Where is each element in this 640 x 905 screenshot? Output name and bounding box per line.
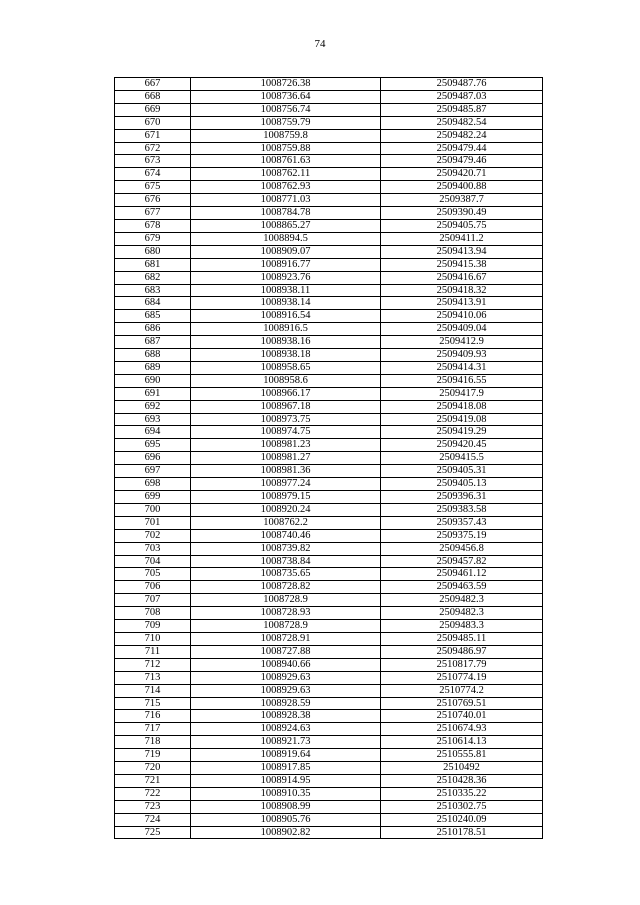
y-coordinate-cell: 2510774.19 (381, 671, 543, 684)
table-row (115, 207, 543, 220)
point-number-cell: 684 (115, 297, 191, 310)
y-coordinate-cell: 2509390.49 (381, 207, 543, 220)
y-coordinate-cell: 2509405.13 (381, 478, 543, 491)
point-number-cell: 722 (115, 787, 191, 800)
point-number-cell: 677 (115, 207, 191, 220)
y-coordinate-cell: 2509419.29 (381, 426, 543, 439)
x-coordinate-cell: 1008739.82 (191, 542, 381, 555)
y-coordinate-cell: 2509357.43 (381, 516, 543, 529)
table-row (115, 232, 543, 245)
point-number-cell: 711 (115, 645, 191, 658)
x-coordinate-cell: 1008728.9 (191, 620, 381, 633)
table-row (115, 813, 543, 826)
y-coordinate-cell: 2509420.45 (381, 439, 543, 452)
y-coordinate-cell: 2509483.3 (381, 620, 543, 633)
point-number-cell: 700 (115, 503, 191, 516)
y-coordinate-cell: 2509482.54 (381, 116, 543, 129)
table-row (115, 787, 543, 800)
y-coordinate-cell: 2509411.2 (381, 232, 543, 245)
table-row (115, 103, 543, 116)
x-coordinate-cell: 1008981.27 (191, 452, 381, 465)
table-row (115, 245, 543, 258)
y-coordinate-cell: 2509486.97 (381, 645, 543, 658)
point-number-cell: 695 (115, 439, 191, 452)
point-number-cell: 674 (115, 168, 191, 181)
x-coordinate-cell: 1008923.76 (191, 271, 381, 284)
point-number-cell: 676 (115, 194, 191, 207)
y-coordinate-cell: 2509479.44 (381, 142, 543, 155)
table-row (115, 645, 543, 658)
x-coordinate-cell: 1008940.66 (191, 658, 381, 671)
x-coordinate-cell: 1008736.64 (191, 90, 381, 103)
table-row (115, 168, 543, 181)
point-number-cell: 690 (115, 374, 191, 387)
x-coordinate-cell: 1008981.36 (191, 465, 381, 478)
x-coordinate-cell: 1008974.75 (191, 426, 381, 439)
point-number-cell: 692 (115, 400, 191, 413)
point-number-cell: 668 (115, 90, 191, 103)
table-row (115, 749, 543, 762)
x-coordinate-cell: 1008762.11 (191, 168, 381, 181)
x-coordinate-cell: 1008914.95 (191, 774, 381, 787)
point-number-cell: 720 (115, 762, 191, 775)
point-number-cell: 671 (115, 129, 191, 142)
point-number-cell: 675 (115, 181, 191, 194)
x-coordinate-cell: 1008727.88 (191, 645, 381, 658)
point-number-cell: 705 (115, 568, 191, 581)
point-number-cell: 706 (115, 581, 191, 594)
table-row (115, 774, 543, 787)
x-coordinate-cell: 1008865.27 (191, 219, 381, 232)
x-coordinate-cell: 1008740.46 (191, 529, 381, 542)
table-row (115, 271, 543, 284)
y-coordinate-cell: 2509419.08 (381, 413, 543, 426)
table-row (115, 90, 543, 103)
y-coordinate-cell: 2509413.91 (381, 297, 543, 310)
point-number-cell: 672 (115, 142, 191, 155)
table-row (115, 400, 543, 413)
table-row (115, 349, 543, 362)
y-coordinate-cell: 2509409.04 (381, 323, 543, 336)
table-row (115, 258, 543, 271)
x-coordinate-cell: 1008910.35 (191, 787, 381, 800)
x-coordinate-cell: 1008973.75 (191, 413, 381, 426)
x-coordinate-cell: 1008916.77 (191, 258, 381, 271)
y-coordinate-cell: 2509405.75 (381, 219, 543, 232)
table-row (115, 439, 543, 452)
table-row (115, 723, 543, 736)
table-row (115, 710, 543, 723)
y-coordinate-cell: 2509400.88 (381, 181, 543, 194)
y-coordinate-cell: 2509416.55 (381, 374, 543, 387)
table-row (115, 542, 543, 555)
point-number-cell: 725 (115, 826, 191, 839)
table-row (115, 155, 543, 168)
y-coordinate-cell: 2509383.58 (381, 503, 543, 516)
table-row (115, 284, 543, 297)
point-number-cell: 685 (115, 310, 191, 323)
table-row (115, 78, 543, 91)
y-coordinate-cell: 2509405.31 (381, 465, 543, 478)
x-coordinate-cell: 1008916.54 (191, 310, 381, 323)
point-number-cell: 708 (115, 607, 191, 620)
x-coordinate-cell: 1008924.63 (191, 723, 381, 736)
x-coordinate-cell: 1008728.93 (191, 607, 381, 620)
x-coordinate-cell: 1008966.17 (191, 387, 381, 400)
table-row (115, 181, 543, 194)
y-coordinate-cell: 2510774.2 (381, 684, 543, 697)
table-row (115, 142, 543, 155)
y-coordinate-cell: 2509409.93 (381, 349, 543, 362)
point-number-cell: 704 (115, 555, 191, 568)
y-coordinate-cell: 2510614.13 (381, 736, 543, 749)
x-coordinate-cell: 1008762.93 (191, 181, 381, 194)
table-row (115, 594, 543, 607)
table-row (115, 607, 543, 620)
table-row (115, 465, 543, 478)
y-coordinate-cell: 2510335.22 (381, 787, 543, 800)
y-coordinate-cell: 2509487.03 (381, 90, 543, 103)
point-number-cell: 718 (115, 736, 191, 749)
y-coordinate-cell: 2510769.51 (381, 697, 543, 710)
y-coordinate-cell: 2509413.94 (381, 245, 543, 258)
x-coordinate-cell: 1008784.78 (191, 207, 381, 220)
table-row (115, 684, 543, 697)
y-coordinate-cell: 2509415.38 (381, 258, 543, 271)
y-coordinate-cell: 2509479.46 (381, 155, 543, 168)
point-number-cell: 679 (115, 232, 191, 245)
point-number-cell: 693 (115, 413, 191, 426)
y-coordinate-cell: 2509456.8 (381, 542, 543, 555)
table-row (115, 116, 543, 129)
table-row (115, 387, 543, 400)
x-coordinate-cell: 1008728.82 (191, 581, 381, 594)
table-row (115, 671, 543, 684)
table-row (115, 374, 543, 387)
x-coordinate-cell: 1008929.63 (191, 684, 381, 697)
y-coordinate-cell: 2509375.19 (381, 529, 543, 542)
x-coordinate-cell: 1008728.91 (191, 632, 381, 645)
point-number-cell: 707 (115, 594, 191, 607)
x-coordinate-cell: 1008928.59 (191, 697, 381, 710)
x-coordinate-cell: 1008929.63 (191, 671, 381, 684)
point-number-cell: 713 (115, 671, 191, 684)
point-number-cell: 691 (115, 387, 191, 400)
point-number-cell: 709 (115, 620, 191, 633)
table-row (115, 310, 543, 323)
x-coordinate-cell: 1008771.03 (191, 194, 381, 207)
point-number-cell: 689 (115, 361, 191, 374)
x-coordinate-cell: 1008759.79 (191, 116, 381, 129)
table-row (115, 336, 543, 349)
table-row (115, 529, 543, 542)
y-coordinate-cell: 2510674.93 (381, 723, 543, 736)
y-coordinate-cell: 2509461.12 (381, 568, 543, 581)
y-coordinate-cell: 2509463.59 (381, 581, 543, 594)
table-row (115, 620, 543, 633)
table-row (115, 323, 543, 336)
y-coordinate-cell: 2509412.9 (381, 336, 543, 349)
x-coordinate-cell: 1008920.24 (191, 503, 381, 516)
y-coordinate-cell: 2509387.7 (381, 194, 543, 207)
table-row (115, 826, 543, 839)
x-coordinate-cell: 1008979.15 (191, 491, 381, 504)
x-coordinate-cell: 1008958.6 (191, 374, 381, 387)
x-coordinate-cell: 1008916.5 (191, 323, 381, 336)
y-coordinate-cell: 2509418.32 (381, 284, 543, 297)
y-coordinate-cell: 2510240.09 (381, 813, 543, 826)
x-coordinate-cell: 1008977.24 (191, 478, 381, 491)
point-number-cell: 702 (115, 529, 191, 542)
table-row (115, 413, 543, 426)
x-coordinate-cell: 1008759.8 (191, 129, 381, 142)
point-number-cell: 712 (115, 658, 191, 671)
y-coordinate-cell: 2509457.82 (381, 555, 543, 568)
coordinates-table-body (115, 78, 543, 839)
x-coordinate-cell: 1008909.07 (191, 245, 381, 258)
x-coordinate-cell: 1008938.18 (191, 349, 381, 362)
point-number-cell: 683 (115, 284, 191, 297)
x-coordinate-cell: 1008735.65 (191, 568, 381, 581)
point-number-cell: 701 (115, 516, 191, 529)
point-number-cell: 699 (115, 491, 191, 504)
y-coordinate-cell: 2509482.3 (381, 607, 543, 620)
point-number-cell: 694 (115, 426, 191, 439)
x-coordinate-cell: 1008894.5 (191, 232, 381, 245)
page-number: 74 (314, 38, 326, 50)
point-number-cell: 686 (115, 323, 191, 336)
point-number-cell: 667 (115, 78, 191, 91)
x-coordinate-cell: 1008967.18 (191, 400, 381, 413)
point-number-cell: 723 (115, 800, 191, 813)
x-coordinate-cell: 1008928.38 (191, 710, 381, 723)
table-row (115, 658, 543, 671)
point-number-cell: 688 (115, 349, 191, 362)
table-row (115, 478, 543, 491)
x-coordinate-cell: 1008738.84 (191, 555, 381, 568)
y-coordinate-cell: 2509416.67 (381, 271, 543, 284)
x-coordinate-cell: 1008981.23 (191, 439, 381, 452)
y-coordinate-cell: 2509410.06 (381, 310, 543, 323)
x-coordinate-cell: 1008919.64 (191, 749, 381, 762)
table-row (115, 568, 543, 581)
y-coordinate-cell: 2510555.81 (381, 749, 543, 762)
point-number-cell: 710 (115, 632, 191, 645)
y-coordinate-cell: 2509415.5 (381, 452, 543, 465)
y-coordinate-cell: 2510178.51 (381, 826, 543, 839)
table-row (115, 361, 543, 374)
x-coordinate-cell: 1008728.9 (191, 594, 381, 607)
point-number-cell: 682 (115, 271, 191, 284)
table-row (115, 736, 543, 749)
table-row (115, 426, 543, 439)
table-row (115, 632, 543, 645)
x-coordinate-cell: 1008759.88 (191, 142, 381, 155)
y-coordinate-cell: 2509485.87 (381, 103, 543, 116)
y-coordinate-cell: 2509487.76 (381, 78, 543, 91)
y-coordinate-cell: 2509482.24 (381, 129, 543, 142)
table-row (115, 491, 543, 504)
table-row (115, 516, 543, 529)
y-coordinate-cell: 2509396.31 (381, 491, 543, 504)
x-coordinate-cell: 1008761.63 (191, 155, 381, 168)
x-coordinate-cell: 1008917.85 (191, 762, 381, 775)
point-number-cell: 724 (115, 813, 191, 826)
x-coordinate-cell: 1008938.14 (191, 297, 381, 310)
coordinates-table (114, 77, 543, 839)
table-row (115, 697, 543, 710)
y-coordinate-cell: 2510492 (381, 762, 543, 775)
point-number-cell: 696 (115, 452, 191, 465)
point-number-cell: 670 (115, 116, 191, 129)
x-coordinate-cell: 1008762.2 (191, 516, 381, 529)
point-number-cell: 673 (115, 155, 191, 168)
x-coordinate-cell: 1008908.99 (191, 800, 381, 813)
x-coordinate-cell: 1008921.73 (191, 736, 381, 749)
table-row (115, 581, 543, 594)
x-coordinate-cell: 1008756.74 (191, 103, 381, 116)
y-coordinate-cell: 2509417.9 (381, 387, 543, 400)
y-coordinate-cell: 2509482.3 (381, 594, 543, 607)
table-row (115, 762, 543, 775)
table-row (115, 503, 543, 516)
x-coordinate-cell: 1008958.65 (191, 361, 381, 374)
point-number-cell: 687 (115, 336, 191, 349)
table-row (115, 129, 543, 142)
y-coordinate-cell: 2509485.11 (381, 632, 543, 645)
point-number-cell: 698 (115, 478, 191, 491)
point-number-cell: 719 (115, 749, 191, 762)
point-number-cell: 715 (115, 697, 191, 710)
table-row (115, 452, 543, 465)
x-coordinate-cell: 1008902.82 (191, 826, 381, 839)
point-number-cell: 716 (115, 710, 191, 723)
table-row (115, 194, 543, 207)
x-coordinate-cell: 1008905.76 (191, 813, 381, 826)
point-number-cell: 721 (115, 774, 191, 787)
y-coordinate-cell: 2509418.08 (381, 400, 543, 413)
point-number-cell: 697 (115, 465, 191, 478)
point-number-cell: 714 (115, 684, 191, 697)
point-number-cell: 680 (115, 245, 191, 258)
point-number-cell: 717 (115, 723, 191, 736)
x-coordinate-cell: 1008726.38 (191, 78, 381, 91)
x-coordinate-cell: 1008938.11 (191, 284, 381, 297)
y-coordinate-cell: 2510428.36 (381, 774, 543, 787)
y-coordinate-cell: 2510302.75 (381, 800, 543, 813)
table-row (115, 297, 543, 310)
y-coordinate-cell: 2510817.79 (381, 658, 543, 671)
table-row (115, 800, 543, 813)
y-coordinate-cell: 2510740.01 (381, 710, 543, 723)
table-row (115, 555, 543, 568)
point-number-cell: 681 (115, 258, 191, 271)
y-coordinate-cell: 2509414.31 (381, 361, 543, 374)
y-coordinate-cell: 2509420.71 (381, 168, 543, 181)
point-number-cell: 669 (115, 103, 191, 116)
table-row (115, 219, 543, 232)
x-coordinate-cell: 1008938.16 (191, 336, 381, 349)
point-number-cell: 678 (115, 219, 191, 232)
point-number-cell: 703 (115, 542, 191, 555)
